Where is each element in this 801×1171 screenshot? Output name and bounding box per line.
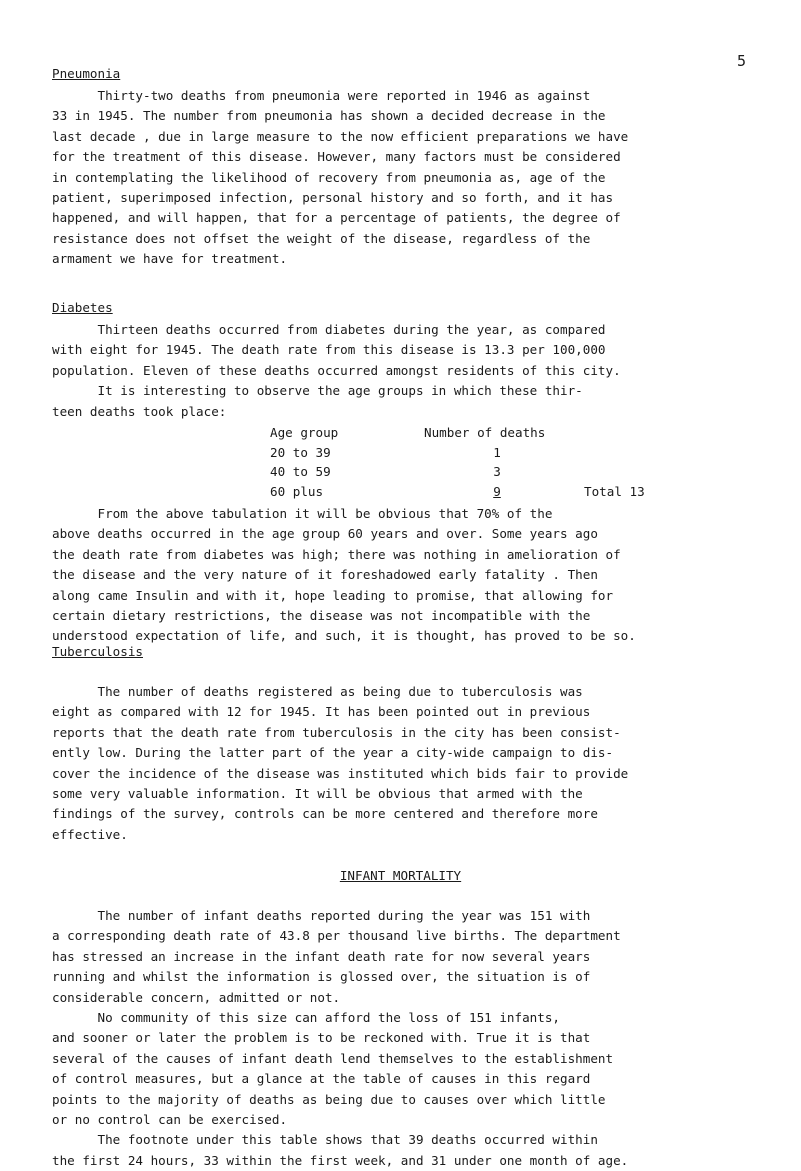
text-line: some very valuable information. It will be obvious that armed with the xyxy=(52,786,583,802)
text-line: the first 24 hours, 33 within the first week, and 31 under one month of age. xyxy=(52,1152,629,1168)
text-line: or no control can be exercised. xyxy=(52,1112,288,1128)
text-line: findings of the survey, controls can be more centered and therefore more xyxy=(52,806,598,822)
text-line: understood expectation of life, and such, it is thought, has proved to be so. xyxy=(52,628,636,644)
table-header-row xyxy=(270,423,645,443)
paragraph-pneumonia xyxy=(52,86,762,270)
text-line: cover the incidence of the disease was instituted which bids fair to provide xyxy=(52,765,629,781)
paragraph-infant-mortality xyxy=(52,906,762,1171)
age-cell: 60 plus xyxy=(270,483,324,499)
paragraph-tuberculosis xyxy=(52,682,762,845)
text-line: in contemplating the likelihood of recovery from pneumonia as, age of the xyxy=(52,169,606,185)
text-line: and sooner or later the problem is to be reckoned with. True it is that xyxy=(52,1030,591,1046)
text-line: running and whilst the information is glossed over, the situation is of xyxy=(52,969,591,985)
age-group-table xyxy=(270,423,645,501)
text-line: reports that the death rate from tuberculosis in the city has been consist- xyxy=(52,724,621,740)
text-line: for the treatment of this disease. However, many factors must be considered xyxy=(52,149,621,165)
text-line: last decade , due in large measure to the now efficient preparations we have xyxy=(52,128,629,144)
text-line: The number of deaths registered as being due to tuberculosis was xyxy=(52,684,583,699)
text-line: the disease and the very nature of it foreshadowed early fatality . Then xyxy=(52,567,598,583)
deaths-cell: 9 xyxy=(493,483,501,499)
text-line: teen deaths took place: xyxy=(52,403,227,419)
text-line: has stressed an increase in the infant death rate for now several years xyxy=(52,948,591,964)
text-line: points to the majority of deaths as being due to causes over which little xyxy=(52,1091,606,1107)
text-line: No community of this size can afford the loss of 151 infants, xyxy=(52,1010,560,1026)
text-line: Thirty-two deaths from pneumonia were reported in 1946 as against xyxy=(52,88,591,103)
text-line: happened, and will happen, that for a percentage of patients, the degree of xyxy=(52,210,621,226)
text-line: effective. xyxy=(52,826,128,842)
text-line: armament we have for treatment. xyxy=(52,251,288,267)
heading-pneumonia: Pneumonia xyxy=(52,66,121,81)
text-line: several of the causes of infant death lend themselves to the establishment xyxy=(52,1050,614,1066)
text-line: a corresponding death rate of 43.8 per thousand live births. The department xyxy=(52,928,621,944)
table-row xyxy=(270,462,645,482)
text-line: with eight for 1945. The death rate from this disease is 13.3 per 100,000 xyxy=(52,342,606,358)
text-line: patient, superimposed infection, personal history and so forth, and it has xyxy=(52,190,614,206)
paragraph-diabetes xyxy=(52,320,762,422)
text-line: of control measures, but a glance at the table of causes in this regard xyxy=(52,1071,591,1087)
column-header-deaths: Number of deaths xyxy=(424,425,546,440)
heading-infant-mortality: INFANT MORTALITY xyxy=(339,868,462,883)
heading-diabetes: Diabetes xyxy=(52,300,113,315)
text-line: certain dietary restrictions, the disease was not incompatible with the xyxy=(52,608,591,624)
column-header-age: Age group xyxy=(270,425,339,440)
paragraph-diabetes-analysis xyxy=(52,504,762,647)
table-row xyxy=(270,443,645,463)
age-cell: 40 to 59 xyxy=(270,464,331,479)
age-cell: 20 to 39 xyxy=(270,444,331,460)
text-line: considerable concern, admitted or not. xyxy=(52,989,341,1005)
text-line: The number of infant deaths reported during the year was 151 with xyxy=(52,908,591,923)
total-cell: Total 13 xyxy=(584,483,645,499)
heading-tuberculosis: Tuberculosis xyxy=(52,644,143,659)
page-number: 5 xyxy=(737,52,747,70)
deaths-cell: 1 xyxy=(493,444,501,460)
text-line: the death rate from diabetes was high; there was nothing in amelioration of xyxy=(52,546,621,562)
text-line: resistance does not offset the weight of the disease, regardless of the xyxy=(52,230,591,246)
text-line: along came Insulin and with it, hope leading to promise, that allowing for xyxy=(52,587,614,603)
text-line: The footnote under this table shows that 39 deaths occurred within xyxy=(52,1132,598,1148)
text-line: population. Eleven of these deaths occurred amongst residents of this city. xyxy=(52,362,621,378)
table-row xyxy=(270,482,645,502)
text-line: Thirteen deaths occurred from diabetes during the year, as compared xyxy=(52,322,606,337)
deaths-cell: 3 xyxy=(493,464,501,479)
text-line: From the above tabulation it will be obvious that 70% of the xyxy=(52,506,553,521)
text-line: 33 in 1945. The number from pneumonia has shown a decided decrease in the xyxy=(52,108,606,124)
text-line: ently low. During the latter part of the year a city-wide campaign to dis- xyxy=(52,745,614,761)
text-line: It is interesting to observe the age groups in which these thir- xyxy=(52,383,583,399)
text-line: eight as compared with 12 for 1945. It has been pointed out in previous xyxy=(52,704,591,720)
text-line: above deaths occurred in the age group 60 years and over. Some years ago xyxy=(52,526,598,542)
